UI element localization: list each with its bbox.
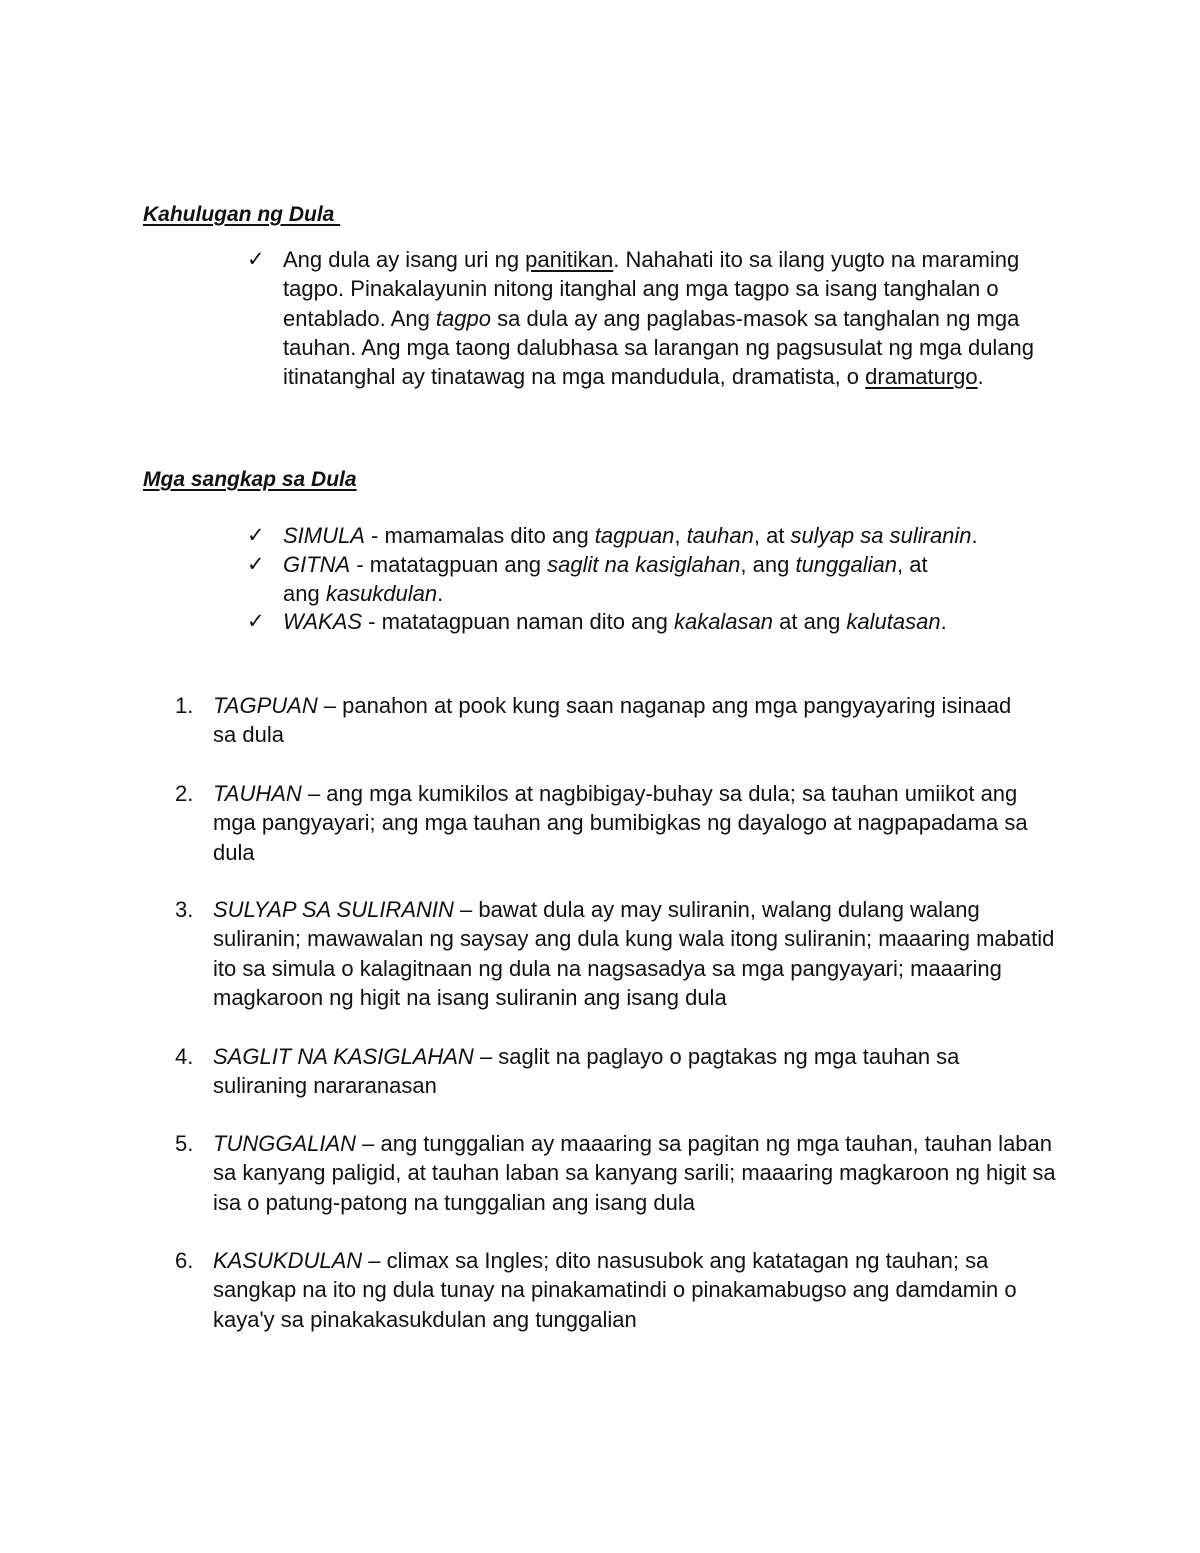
list-item-sulyap: 3. SULYAP SA SULIRANIN – bawat dula ay may suliranin, walang dulang walang suliranin; mawawalan ng saysay ang dula kung wala itong suliranin; maaaring mabatid ito sa simula o kalagitnaan ng dula na nagsasadya sa mga pangyayari; maaaring magkaroon ng higit na isang suliranin ang isang dula <box>175 897 1055 1010</box>
sangkap-item-simula: ✓ SIMULA - mamamalas dito ang tagpuan, tauhan, at sulyap sa suliranin. <box>247 521 1047 550</box>
term: SAGLIT NA KASIGLAHAN <box>213 1044 474 1069</box>
term: SIMULA <box>283 523 365 548</box>
list-number: 4. <box>175 1044 194 1069</box>
list-item-tauhan: 2. TAUHAN – ang mga kumikilos at nagbibigay-buhay sa dula; sa tauhan umiikot ang mga pangyayari; ang mga tauhan ang bumibigkas ng dayalogo at nagpapadama sa dula <box>175 781 1028 865</box>
list-item-saglit: 4. SAGLIT NA KASIGLAHAN – saglit na paglayo o pagtakas ng mga tauhan sa suliraning nararanasan <box>175 1044 960 1099</box>
sangkap-item-wakas: ✓ WAKAS - matatagpuan naman dito ang kakalasan at ang kalutasan. <box>247 607 1047 636</box>
term: TAUHAN <box>213 781 302 806</box>
panitikan-link[interactable]: panitikan <box>525 247 614 272</box>
dramaturgo-link[interactable]: dramaturgo <box>865 364 978 390</box>
term: WAKAS <box>283 609 363 634</box>
sangkap-item-gitna: ✓ GITNA - matatagpuan ang saglit na kasiglahan, ang tunggalian, at ang kasukdulan. <box>247 552 928 607</box>
list-number: 3. <box>175 897 194 922</box>
term: KASUKDULAN <box>213 1248 363 1273</box>
list-number: 6. <box>175 1248 194 1273</box>
term: GITNA <box>283 552 351 577</box>
term: TUNGGALIAN <box>213 1131 357 1156</box>
list-item-tunggalian: 5. TUNGGALIAN – ang tunggalian ay maaaring sa pagitan ng mga tauhan, tauhan laban sa kanyang paligid, at tauhan laban sa kanyang sarili; maaaring magkaroon ng higit sa isa o patung-patong na tunggalian ang isang dula <box>175 1131 1056 1215</box>
checkmark-icon: ✓ <box>247 609 265 633</box>
list-item-kasukdulan: 6. KASUKDULAN – climax sa Ingles; dito nasusubok ang katatagan ng tauhan; sa sangkap na ito ng dula tunay na pinakamatindi o pinakamabugso ang damdamin o kaya'y sa pinakakasukdulan ang tunggalian <box>175 1248 1017 1332</box>
list-item-tagpuan: 1. TAGPUAN – panahon at pook kung saan naganap ang mga pangyayaring isinaad sa dula <box>175 693 1012 748</box>
term: TAGPUAN <box>213 693 318 718</box>
checkmark-icon: ✓ <box>247 552 265 576</box>
checkmark-icon: ✓ <box>247 523 265 547</box>
definition-text: Ang dula ay isang uri ng panitikan. Nahahati ito sa ilang yugto na maraming tagpo. Pinakalayunin nitong itanghal ang mga tagpo sa isang tanghalan o entablado. Ang tagpo sa dula ay ang paglabas-masok sa tanghalan ng mga tauhan. Ang mga taong dalubhasa sa larangan ng pagsusulat ng mga dulang itinatanghal ay tinatawag na mga mandudula, dramatista, o dramaturgo. <box>283 247 1035 390</box>
list-number: 5. <box>175 1131 194 1156</box>
list-number: 1. <box>175 693 194 718</box>
heading-kahulugan: Kahulugan ng Dula <box>143 203 341 226</box>
checkmark-icon: ✓ <box>247 247 265 271</box>
term: SULYAP SA SULIRANIN <box>213 897 454 922</box>
list-number: 2. <box>175 781 194 806</box>
heading-mga-sangkap: Mga sangkap sa Dula <box>143 468 357 491</box>
definition-item <box>247 245 1037 391</box>
